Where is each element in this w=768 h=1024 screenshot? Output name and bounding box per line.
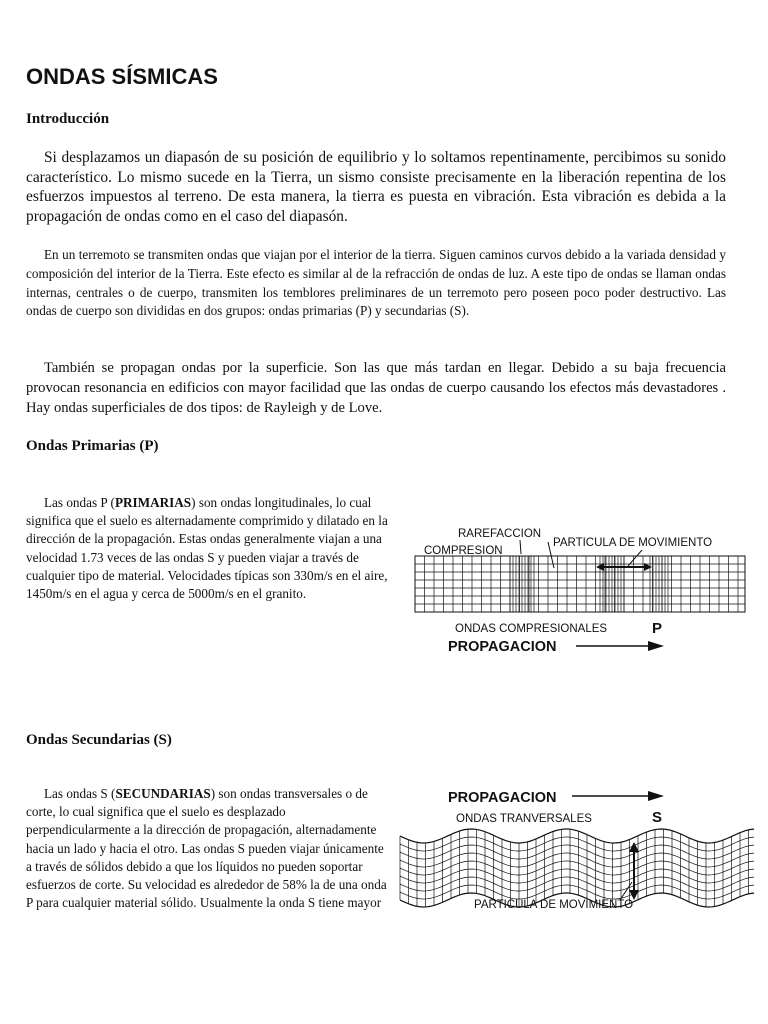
intro-paragraph-1-text: Si desplazamos un diapasón de su posición de equilibrio y lo soltamos repentinamente, percibimos su sonido característico. Lo mismo sucede en la Tierra, un sismo consiste precisamente en la liberación repentina de los esfuerzos impuestos al terreno. De esta manera, la tierra es puesta en vibración. Esta vibración es debida a la propagación de ondas como en el caso del diapasón. — [26, 149, 726, 225]
ondas-tranversales-label: ONDAS TRANVERSALES — [456, 813, 592, 825]
primarias-heading: Ondas Primarias (P) — [26, 438, 159, 454]
page-title: ONDAS SÍSMICAS — [26, 64, 218, 89]
intro-paragraph-2-text: En un terremoto se transmiten ondas que viajan por el interior de la tierra. Siguen caminos curvos debido a la variada densidad y composición del interior de la Tierra. Este efecto es similar al de la refracción de ondas de luz. A este tipo de ondas se llaman ondas internas, centrales o de cuerpo, transmiten los temblores preliminares de un terremoto pero poseen poco poder destructivo. Las ondas de cuerpo son divididas en dos grupos: ondas primarias (P) y secundarias (S). — [26, 247, 726, 319]
secundarias-heading: Ondas Secundarias (S) — [26, 732, 172, 748]
p-wave-figure — [400, 520, 750, 660]
intro-paragraph-1 — [26, 148, 726, 226]
particula-pointer-right — [628, 550, 642, 566]
primarias-text-bold: PRIMARIAS — [114, 495, 192, 510]
propagacion-label-s: PROPAGACION — [448, 790, 557, 806]
compresion-label: COMPRESION — [424, 545, 503, 557]
particula-label-p: PARTICULA DE MOVIMIENTO — [553, 537, 713, 549]
propagacion-label-p: PROPAGACION — [448, 639, 557, 655]
p-wave-grid — [415, 556, 745, 612]
intro-paragraph-3 — [26, 358, 726, 418]
primarias-paragraph — [26, 494, 390, 603]
intro-heading: Introducción — [26, 111, 110, 127]
secundarias-text-post: ) son ondas transversales o de corte, lo cual significa que el suelo es desplazado perpendicularmente a la dirección de propagación, alternadamente hacia un lado y hacia el otro. Las ondas S pueden viajar únicamente a través de sólidos debido a que los líquidos no pueden soportar esfuerzos de corte. Su velocidad es alrededor de 58% la de una onda P para cualquier material sólido. Usualmente la onda S tiene mayor — [26, 786, 387, 911]
primarias-text-post: ) son ondas longitudinales, lo cual significa que el suelo es alternadamente comprimido y dilatado en la dirección de la propagación. Estas ondas generalmente viajan a una velocidad 1.73 veces de las ondas S y pueden viajar a través de cualquier tipo de material. Velocidades típicas son 330m/s en el aire, 1450m/s en el agua y cerca de 5000m/s en el granito. — [26, 495, 388, 602]
propagation-arrow-p-head — [648, 641, 664, 651]
s-wave-figure — [392, 782, 762, 914]
propagation-arrow-s-head — [648, 791, 664, 801]
particula-label-s: PARTICULA DE MOVIMIENTO — [474, 899, 634, 911]
intro-paragraph-3-text: También se propagan ondas por la superficie. Son las que más tardan en llegar. Debido a su baja frecuencia provocan resonancia en edificios con mayor facilidad que las ondas de cuerpo causando los efectos más devastadores . Hay ondas superficiales de dos tipos: de Rayleigh y de Love. — [26, 360, 726, 416]
secundarias-paragraph — [26, 785, 390, 912]
p-letter: P — [652, 620, 663, 637]
ondas-compresionales-label: ONDAS COMPRESIONALES — [455, 623, 608, 635]
secundarias-text-bold: SECUNDARIAS — [115, 786, 211, 801]
s-wave-grid — [400, 829, 754, 907]
intro-paragraph-2 — [26, 246, 726, 321]
rarefaccion-pointer — [520, 540, 521, 554]
rarefaccion-label: RAREFACCION — [458, 528, 542, 540]
secundarias-text-pre: Las ondas S ( — [44, 786, 116, 801]
s-letter: S — [652, 809, 663, 826]
primarias-text-pre: Las ondas P ( — [44, 495, 115, 510]
